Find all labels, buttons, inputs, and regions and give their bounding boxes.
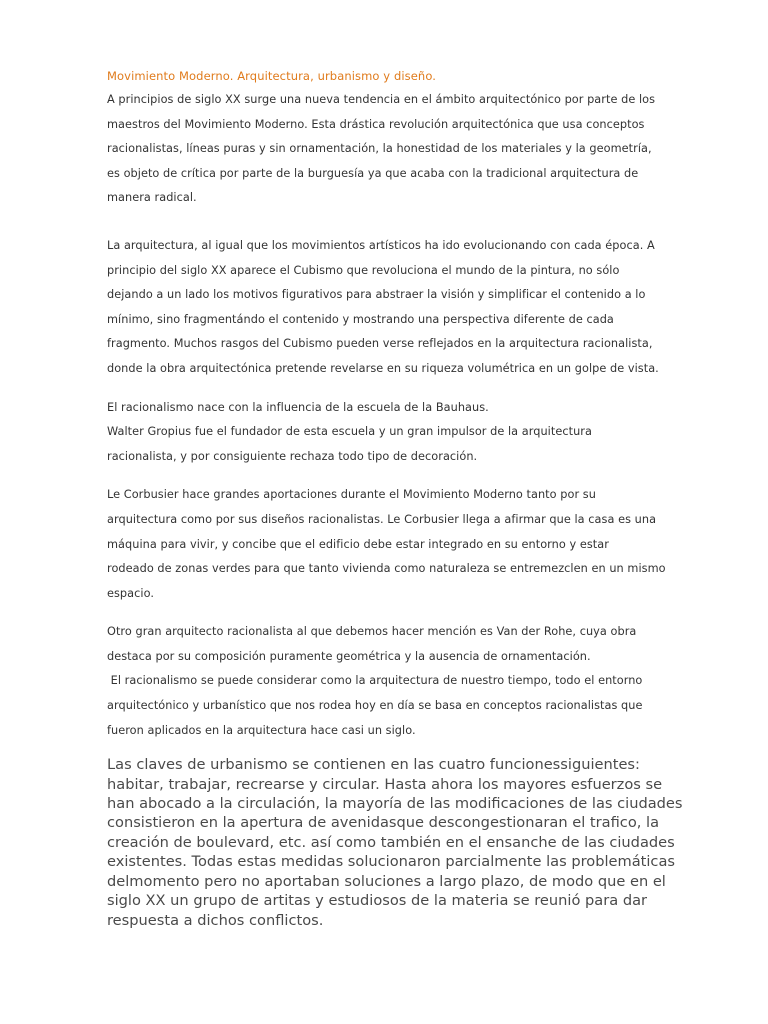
paragraph-spacer — [107, 743, 667, 755]
text-line: La arquitectura, al igual que los movimientos artísticos ha ido evolucionando con cada época. A — [107, 238, 655, 252]
text-line: dejando a un lado los motivos figurativos para abstraer la visión y simplificar el contenido a lo — [107, 288, 646, 302]
text-line: habitar, trabajar, recrearse y circular. Hasta ahora los mayores esfuerzos se — [107, 775, 663, 793]
paragraph-cubismo — [107, 234, 667, 382]
paragraph-le-corbusier — [107, 483, 667, 606]
text-line: Walter Gropius fue el fundador de esta escuela y un gran impulsor de la arquitectura — [107, 425, 592, 439]
text-line: delmomento pero no aportaban soluciones a largo plazo, de modo que en el — [107, 872, 666, 890]
document-page — [107, 64, 683, 930]
text-line: racionalistas, líneas puras y sin ornamentación, la honestidad de los materiales y la geometría, — [107, 142, 652, 156]
text-line: fueron aplicados en la arquitectura hace casi un siglo. — [107, 723, 416, 737]
text-line: Las claves de urbanismo se contienen en las cuatro funcionessiguientes: — [107, 756, 640, 774]
text-line: principio del siglo XX aparece el Cubismo que revoluciona el mundo de la pintura, no sólo — [107, 263, 620, 277]
paragraph-spacer — [107, 211, 667, 234]
text-line: arquitectura como por sus diseños racionalistas. Le Corbusier llega a afirmar que la casa es una — [107, 512, 657, 526]
text-line: consistieron en la apertura de avenidasque descongestionaran el trafico, la — [107, 814, 660, 832]
text-line: creación de boulevard, etc. así como también en el ensanche de las ciudades — [107, 833, 675, 851]
paragraph-bauhaus — [107, 396, 667, 470]
text-line: racionalista, y por consiguiente rechaza todo tipo de decoración. — [107, 449, 478, 463]
text-line: respuesta a dichos conflictos. — [107, 911, 324, 929]
text-line: fragmento. Muchos rasgos del Cubismo pueden verse reflejados en la arquitectura racionalista, — [107, 337, 653, 351]
text-line: es objeto de crítica por parte de la burguesía ya que acaba con la tradicional arquitectura de — [107, 166, 639, 180]
paragraph-spacer — [107, 606, 667, 620]
text-line: manera radical. — [107, 191, 197, 205]
text-line: destaca por su composición puramente geométrica y la ausencia de ornamentación. — [107, 649, 591, 663]
paragraph-spacer — [107, 469, 667, 483]
paragraph-intro — [107, 88, 667, 211]
text-line: existentes. Todas estas medidas solucionaron parcialmente las problemáticas — [107, 853, 676, 871]
text-line: siglo XX un grupo de artitas y estudiosos de la materia se reunió para dar — [107, 892, 648, 910]
text-line: maestros del Movimiento Moderno. Esta drástica revolución arquitectónica que usa conceptos — [107, 117, 645, 131]
paragraph-urbanismo — [107, 755, 683, 930]
text-line: han abocado a la circulación, la mayoría de las modificaciones de las ciudades — [107, 795, 683, 813]
text-line: máquina para vivir, y concibe que el edificio debe estar integrado en su entorno y estar — [107, 537, 609, 551]
paragraph-van-der-rohe — [107, 620, 667, 743]
text-line: El racionalismo se puede considerar como la arquitectura de nuestro tiempo, todo el entorno — [107, 674, 643, 688]
text-line: Otro gran arquitecto racionalista al que debemos hacer mención es Van der Rohe, cuya obra — [107, 625, 637, 639]
text-line: rodeado de zonas verdes para que tanto vivienda como naturaleza se entremezclen en un mismo — [107, 562, 666, 576]
paragraph-spacer — [107, 382, 667, 396]
text-line: espacio. — [107, 586, 154, 600]
document-title: Movimiento Moderno. Arquitectura, urbanismo y diseño. — [107, 69, 437, 83]
text-line: mínimo, sino fragmentándo el contenido y mostrando una perspectiva diferente de cada — [107, 312, 614, 326]
text-line: El racionalismo nace con la influencia de la escuela de la Bauhaus. — [107, 400, 489, 414]
text-line: Le Corbusier hace grandes aportaciones durante el Movimiento Moderno tanto por su — [107, 488, 596, 502]
text-line: arquitectónico y urbanístico que nos rodea hoy en día se basa en conceptos racionalistas que — [107, 699, 643, 713]
text-line: A principios de siglo XX surge una nueva tendencia en el ámbito arquitectónico por parte de los — [107, 93, 656, 106]
text-line: donde la obra arquitectónica pretende revelarse en su riqueza volumétrica en un golpe de vista. — [107, 361, 659, 375]
